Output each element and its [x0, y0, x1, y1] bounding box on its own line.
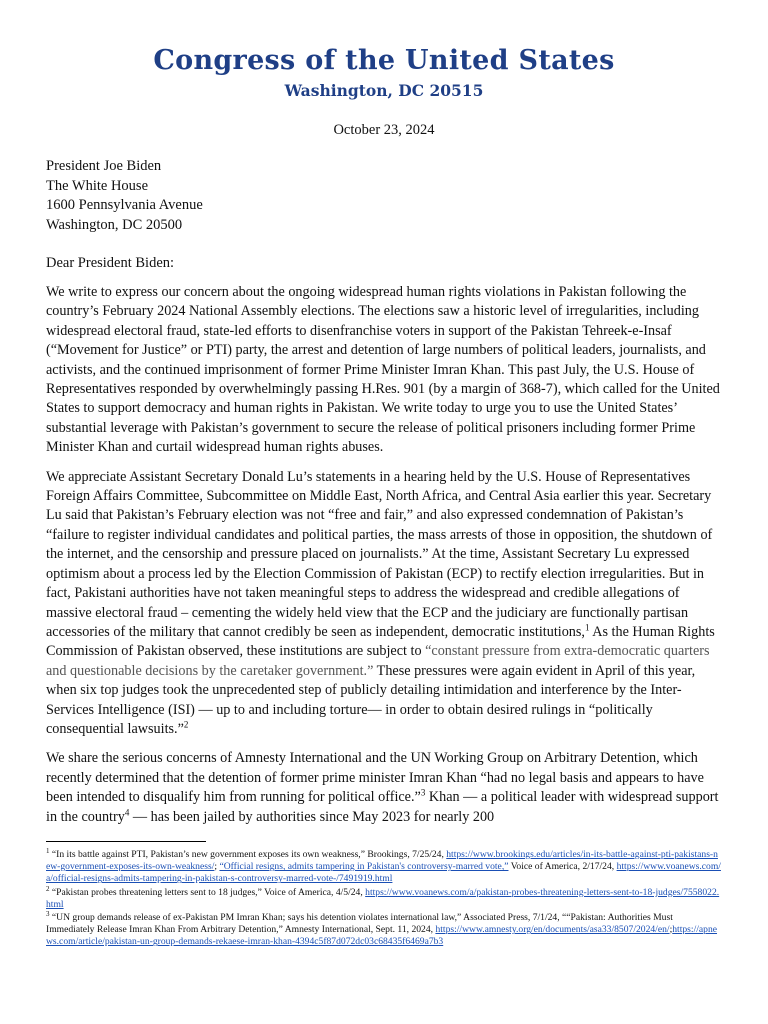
footnote-1-link-voa-title[interactable]: “Official resigns, admits tampering in Pakistan's controversy-marred vote,”	[219, 861, 509, 873]
paragraph-1: We write to express our concern about the ongoing widespread human rights violations in Pakistan following the country’s February 2024 National Assembly elections. The elections saw a historic level of irregularities, including widespread electoral fraud, state-led efforts to disenfranchise voters in support of the Pakistan Tehreek-e-Insaf (“Movement for Justice” or PTI) party, the arrest and detention of large numbers of political leaders, journalists, and activists, and the continued imprisonment of former Prime Minister Imran Khan. This past July, the U.S. House of Representatives responded by overwhelmingly passing H.Res. 901 (by a margin of 368-7), which called for the United States to support democracy and human rights in Pakistan. We write today to urge you to use the United States’ substantial leverage with Pakistan’s government to secure the release of political prisoners including former Prime Minister Khan and curtail widespread human rights abuses.	[46, 284, 720, 456]
footnote-2-text-a: “Pakistan probes threatening letters sent to 18 judges,” Voice of America, 4/5/24,	[49, 886, 366, 898]
footnote-1-link-brookings[interactable]: https://www.brookings.edu/articles/in-its-battle-against-pti-pakistans-new-government-exposes-its-own-weakness/	[46, 848, 718, 873]
footnote-ref-1[interactable]: 1	[584, 622, 590, 633]
footnote-1	[46, 846, 722, 886]
recipient-line-4: Washington, DC 20500	[46, 216, 183, 233]
footnote-2-link-voa[interactable]: https://www.voanews.com/a/pakistan-probes-threatening-letters-sent-to-18-judges/7558022.html	[46, 886, 720, 910]
footnote-ref-4[interactable]: 4	[124, 806, 130, 817]
paragraph-3-text-c: — has been jailed by authorities since May 2023 for nearly 200	[129, 808, 495, 825]
paragraph-3-text-a: We share the serious concerns of Amnesty International and the UN Working Group on Arbitrary Detention, which recently determined that the detention of former prime minister Imran Khan “had no legal basis and appears to have been intended to disqualify him from running for political office.”	[46, 750, 704, 806]
paragraph-2-text-a: We appreciate Assistant Secretary Donald Lu’s statements in a hearing held by the U.S. House of Representatives Foreign Affairs Committee, Subcommittee on Middle East, North Africa, and Central Asia earlier this year. Secretary Lu said that Pakistan’s February election was not “free and fair,” and also expressed condemnation of Pakistan’s “failure to register individual candidates and political parties, the mass arrests of those in opposition, the shutdown of the internet, and the censorship and pressure placed on journalists.” At the time, Assistant Secretary Lu expressed optimism about a process led by the Election Commission of Pakistan (ECP) to rectify election irregularities. But in fact, Pakistani authorities have not taken meaningful steps to address the widespread and credible allegations of massive electoral fraud – cementing the widely held view that the ECP and the judiciary are functionally partisan accessories of the military that cannot credibly be seen as independent, democratic institutions,	[46, 468, 713, 640]
footnote-3-number: 3	[46, 909, 50, 918]
footnote-1-link-voa[interactable]: https://www.voanews.com/a/official-resigns-admits-tampering-in-pakistan-s-controversy-marred-vote-/7491919.html	[46, 861, 721, 885]
hrcp-quote: “constant pressure from extra-democratic quarters and questionable decisions by the caretaker government.”	[46, 643, 710, 679]
paragraph-2-text-c: These pressures were again evident in April of this year, when six top judges took the unprecedented step of publicly detailing intimidation and interference by the Inter-Services Intelligence (ISI) — up to and including torture— in order to obtain desired rulings in “politically consequential lawsuits.”	[46, 662, 696, 737]
paragraph-2	[46, 468, 722, 740]
letter-date: October 23, 2024	[333, 122, 435, 138]
paragraph-3	[46, 749, 722, 827]
letterhead	[46, 0, 722, 101]
footnote-1-text-a: “In its battle against PTI, Pakistan’s new government exposes its own weakness,” Brookings, 7/25/24,	[49, 848, 447, 860]
footnote-3-text-b: ;	[669, 924, 673, 936]
footnotes	[46, 846, 722, 949]
recipient-name: President Joe Biden	[46, 158, 162, 174]
recipient-address	[46, 157, 722, 235]
footnote-3	[46, 909, 722, 949]
footnote-3-link-amnesty[interactable]: https://www.amnesty.org/en/documents/asa33/8507/2024/en/	[435, 924, 670, 936]
footnote-divider	[46, 841, 206, 842]
paragraph-2-text-b: As the Human Rights Commission of Pakistan observed, these institutions are subject to	[46, 623, 715, 660]
footnote-2-number: 2	[46, 884, 50, 893]
footnote-3-text-a: “UN group demands release of ex-Pakistan PM Imran Khan; says his detention violates international law,” Associated Press, 7/1/24, ““Pakistan: Authorities Must Immediately Release Imran Khan From Arbitrary Detention,” Amnesty International, Sept. 11, 2024,	[46, 911, 673, 936]
footnote-ref-3[interactable]: 3	[420, 787, 426, 798]
letterhead-subtitle: Washington, DC 20515	[284, 81, 484, 100]
salutation: Dear President Biden:	[46, 255, 175, 271]
footnote-3-link-apnews[interactable]: https://apnews.com/article/pakistan-un-group-demands-rekaese-imran-khan-4394c5f87d072dc03c68435f6469a7b3	[46, 924, 718, 948]
footnote-ref-2[interactable]: 2	[183, 719, 189, 730]
footnote-2	[46, 884, 722, 911]
recipient-line-2: The White House	[46, 177, 149, 194]
recipient-line-3: 1600 Pennsylvania Avenue	[46, 197, 203, 213]
footnote-1-text-b: ;	[214, 861, 220, 873]
letterhead-title: Congress of the United States	[153, 45, 615, 76]
paragraph-3-text-b: Khan — a political leader with widespread support in the country	[46, 789, 719, 825]
footnote-1-number: 1	[46, 846, 50, 855]
footnote-1-text-c: Voice of America, 2/17/24,	[508, 861, 617, 873]
